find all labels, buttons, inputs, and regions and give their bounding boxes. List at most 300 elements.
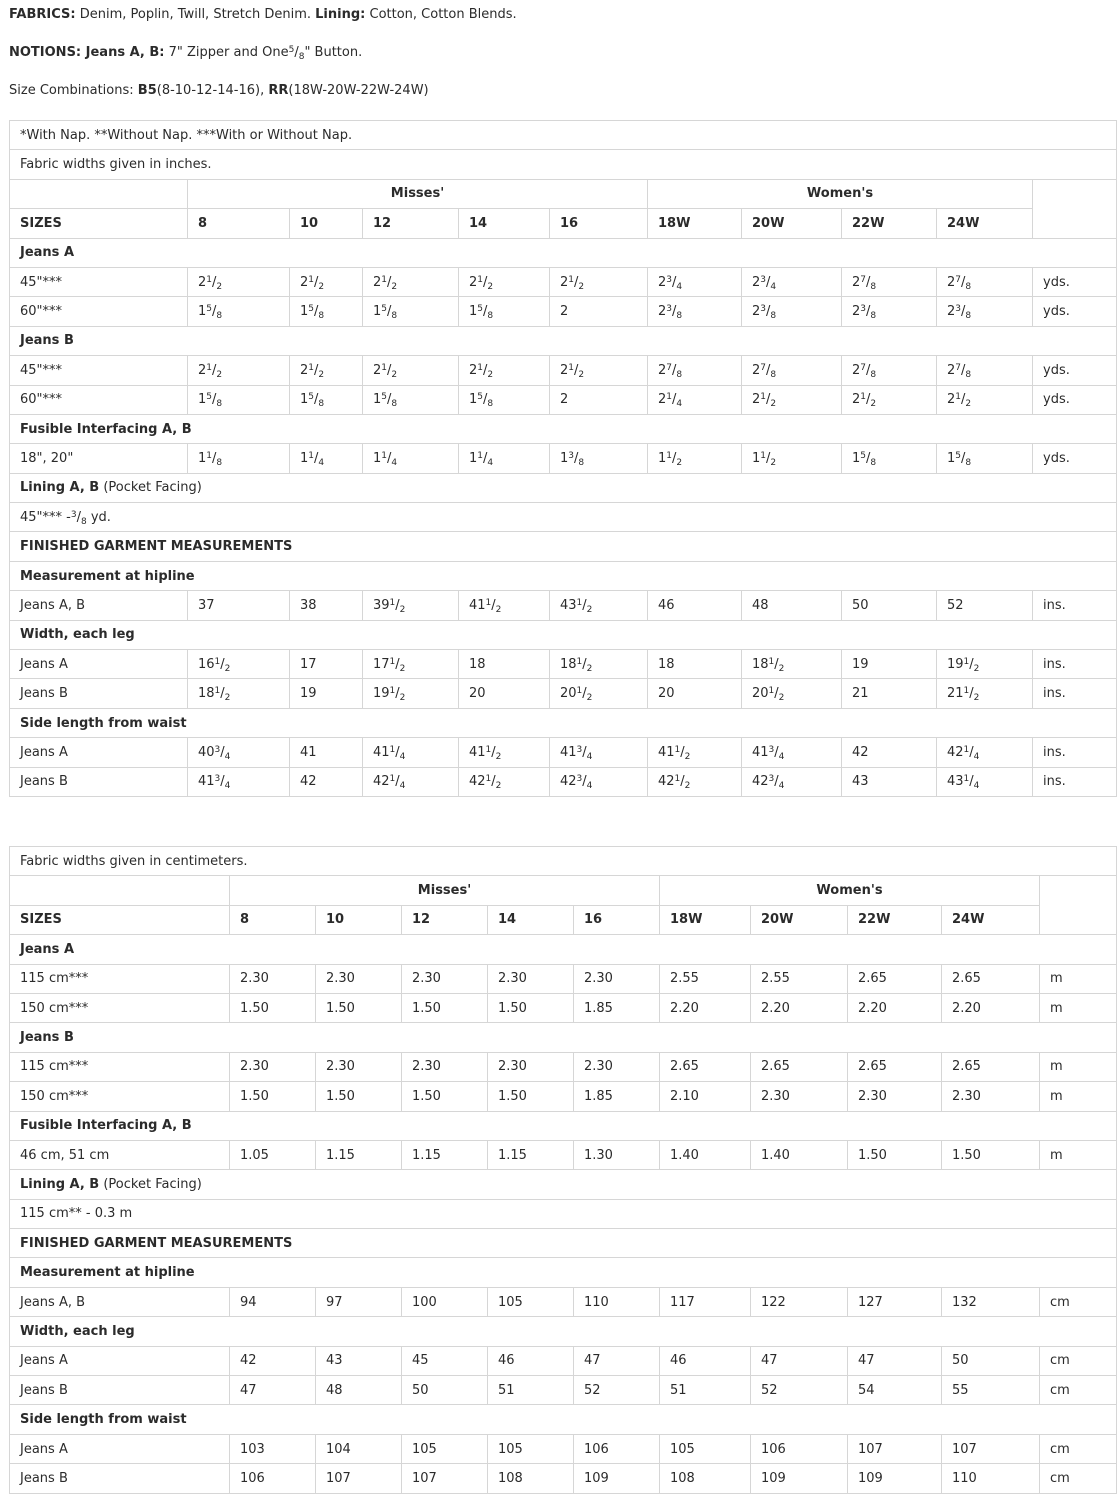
- unit-cell: yds.: [1033, 356, 1117, 385]
- section-finished-garment: FINISHED GARMENT MEASUREMENTS: [10, 532, 1117, 561]
- unit-cell: m: [1040, 1140, 1117, 1169]
- value-cell: 1.50: [942, 1140, 1040, 1169]
- value-cell: 1.15: [316, 1140, 402, 1169]
- value-cell: 54: [848, 1376, 942, 1405]
- size-cell: 16: [550, 209, 648, 238]
- value-cell: 38: [290, 591, 363, 620]
- value-cell: $1^5/_8$: [188, 385, 290, 414]
- table-row: [10, 1346, 1117, 1375]
- value-cell: 105: [488, 1434, 574, 1463]
- value-cell: $2^3/_8$: [937, 297, 1033, 326]
- value-cell: 2.65: [848, 1052, 942, 1081]
- value-cell: $2^1/_2$: [550, 356, 648, 385]
- value-cell: 1.40: [660, 1140, 751, 1169]
- inches-yardage-table: [9, 120, 1117, 797]
- value-cell: $1^1/_4$: [290, 444, 363, 473]
- value-cell: 45: [402, 1346, 488, 1375]
- value-cell: 20: [459, 679, 550, 708]
- table-row: [10, 738, 1117, 767]
- value-cell: 55: [942, 1376, 1040, 1405]
- unit-cell: cm: [1040, 1434, 1117, 1463]
- row-label: 46 cm, 51 cm: [10, 1140, 230, 1169]
- section-side-length: Side length from waist: [10, 1405, 1117, 1434]
- value-cell: $1^5/_8$: [937, 444, 1033, 473]
- value-cell: 47: [574, 1346, 660, 1375]
- value-cell: $1^1/_4$: [459, 444, 550, 473]
- sizes-label: SIZES: [10, 905, 230, 934]
- value-cell: 2.30: [751, 1082, 848, 1111]
- value-cell: $2^3/_8$: [742, 297, 842, 326]
- value-cell: 46: [660, 1346, 751, 1375]
- unit-cell: yds.: [1033, 297, 1117, 326]
- unit-cell: m: [1040, 993, 1117, 1022]
- value-cell: 2.30: [230, 1052, 316, 1081]
- unit-cell: ins.: [1033, 650, 1117, 679]
- value-cell: 108: [488, 1464, 574, 1493]
- value-cell: 1.50: [848, 1140, 942, 1169]
- lining-yardage: 45"*** $-^3/_8$ yd.: [10, 503, 1117, 532]
- value-cell: $42^1/_4$: [937, 738, 1033, 767]
- value-cell: $2^1/_2$: [290, 356, 363, 385]
- group-womens: Women's: [648, 179, 1033, 208]
- value-cell: 2.20: [942, 993, 1040, 1022]
- value-cell: 2.10: [660, 1082, 751, 1111]
- group-misses: Misses': [230, 876, 660, 905]
- unit-cell: cm: [1040, 1346, 1117, 1375]
- value-cell: $43^1/_2$: [550, 591, 648, 620]
- value-cell: 2.30: [402, 1052, 488, 1081]
- value-cell: 46: [488, 1346, 574, 1375]
- value-cell: 47: [230, 1376, 316, 1405]
- lining-section-paren: (Pocket Facing): [103, 1176, 202, 1192]
- row-label: Jeans A: [10, 1434, 230, 1463]
- row-label: 115 cm***: [10, 1052, 230, 1081]
- value-cell: 18: [648, 650, 742, 679]
- value-cell: $2^1/_2$: [937, 385, 1033, 414]
- value-cell: 1.40: [751, 1140, 848, 1169]
- value-cell: 2.65: [660, 1052, 751, 1081]
- value-cell: $41^3/_4$: [742, 738, 842, 767]
- value-cell: 110: [574, 1287, 660, 1316]
- size-cell: 12: [363, 209, 459, 238]
- unit-cell: m: [1040, 1082, 1117, 1111]
- value-cell: 2.65: [848, 964, 942, 993]
- width-note: Fabric widths given in inches.: [10, 150, 1117, 179]
- value-cell: 1.85: [574, 1082, 660, 1111]
- unit-cell: yds.: [1033, 444, 1117, 473]
- value-cell: 107: [848, 1434, 942, 1463]
- notions-label: NOTIONS: Jeans A, B:: [9, 45, 165, 60]
- size-cell: 22W: [848, 905, 942, 934]
- value-cell: 2.30: [488, 1052, 574, 1081]
- value-cell: 2.30: [316, 964, 402, 993]
- value-cell: $18^1/_2$: [550, 650, 648, 679]
- value-cell: 2: [550, 385, 648, 414]
- row-label: Jeans A, B: [10, 1287, 230, 1316]
- value-cell: $2^1/_2$: [459, 267, 550, 296]
- value-cell: 127: [848, 1287, 942, 1316]
- value-cell: 2.20: [660, 993, 751, 1022]
- value-cell: $41^1/_2$: [648, 738, 742, 767]
- lining-label: Lining:: [315, 7, 366, 22]
- value-cell: $42^3/_4$: [550, 767, 648, 796]
- row-label: Jeans B: [10, 767, 188, 796]
- size-cell: 18W: [660, 905, 751, 934]
- value-cell: $19^1/_2$: [937, 650, 1033, 679]
- value-cell: 51: [488, 1376, 574, 1405]
- value-cell: 1.50: [488, 1082, 574, 1111]
- value-cell: $18^1/_2$: [188, 679, 290, 708]
- value-cell: 100: [402, 1287, 488, 1316]
- section-hipline: Measurement at hipline: [10, 561, 1117, 590]
- table-row: [10, 679, 1117, 708]
- value-cell: 2.55: [751, 964, 848, 993]
- section-width-leg: Width, each leg: [10, 1317, 1117, 1346]
- size-cell: 8: [230, 905, 316, 934]
- value-cell: $2^7/_8$: [842, 267, 937, 296]
- unit-spacer: [1040, 876, 1117, 935]
- table-row: [10, 1464, 1117, 1493]
- table-row: [10, 1052, 1117, 1081]
- value-cell: $39^1/_2$: [363, 591, 459, 620]
- value-cell: 2.30: [316, 1052, 402, 1081]
- value-cell: $2^3/_4$: [648, 267, 742, 296]
- group-womens: Women's: [660, 876, 1040, 905]
- value-cell: $2^3/_8$: [842, 297, 937, 326]
- size-combinations-label: Size Combinations:: [9, 83, 134, 98]
- value-cell: $1^5/_8$: [459, 385, 550, 414]
- group-spacer: [10, 179, 188, 208]
- value-cell: 47: [751, 1346, 848, 1375]
- value-cell: $1^1/_2$: [742, 444, 842, 473]
- value-cell: 2.30: [402, 964, 488, 993]
- value-cell: 52: [574, 1376, 660, 1405]
- value-cell: 2: [550, 297, 648, 326]
- value-cell: 48: [742, 591, 842, 620]
- value-cell: 105: [488, 1287, 574, 1316]
- section-width-leg: Width, each leg: [10, 620, 1117, 649]
- value-cell: $2^1/_4$: [648, 385, 742, 414]
- value-cell: 48: [316, 1376, 402, 1405]
- value-cell: 1.15: [402, 1140, 488, 1169]
- section-lining: [10, 1170, 1117, 1199]
- row-label: 115 cm***: [10, 964, 230, 993]
- table-row: [10, 1082, 1117, 1111]
- value-cell: $20^1/_2$: [742, 679, 842, 708]
- row-label: Jeans A: [10, 1346, 230, 1375]
- section-hipline: Measurement at hipline: [10, 1258, 1117, 1287]
- notions-line: [9, 45, 362, 61]
- unit-cell: yds.: [1033, 267, 1117, 296]
- fabrics-line: [9, 7, 517, 23]
- table-row: [10, 1287, 1117, 1316]
- value-cell: 103: [230, 1434, 316, 1463]
- table-row: [10, 385, 1117, 414]
- value-cell: 1.50: [230, 993, 316, 1022]
- lining-yardage: 115 cm** - 0.3 m: [10, 1199, 1117, 1228]
- value-cell: 108: [660, 1464, 751, 1493]
- group-misses: Misses': [188, 179, 648, 208]
- value-cell: $2^1/_2$: [459, 356, 550, 385]
- size-cell: 20W: [742, 209, 842, 238]
- row-label: 45"***: [10, 356, 188, 385]
- value-cell: 2.20: [751, 993, 848, 1022]
- table-row: [10, 1376, 1117, 1405]
- size-cell: 8: [188, 209, 290, 238]
- fabrics-label: FABRICS:: [9, 7, 76, 22]
- value-cell: $16^1/_2$: [188, 650, 290, 679]
- value-cell: 1.30: [574, 1140, 660, 1169]
- table-row: [10, 964, 1117, 993]
- table-row: [10, 650, 1117, 679]
- value-cell: $2^3/_4$: [742, 267, 842, 296]
- nap-note: *With Nap. **Without Nap. ***With or Without Nap.: [10, 121, 1117, 150]
- value-cell: $2^7/_8$: [648, 356, 742, 385]
- value-cell: 1.50: [316, 1082, 402, 1111]
- value-cell: 117: [660, 1287, 751, 1316]
- row-label: Jeans B: [10, 679, 188, 708]
- metric-yardage-table: [9, 846, 1117, 1494]
- sizes-row: [10, 905, 1117, 934]
- value-cell: $43^1/_4$: [937, 767, 1033, 796]
- section-fusible: Fusible Interfacing A, B: [10, 414, 1117, 443]
- value-cell: 2.65: [942, 1052, 1040, 1081]
- value-cell: $41^3/_4$: [188, 767, 290, 796]
- rr-range: (18W-20W-22W-24W): [288, 83, 429, 98]
- row-label: 60"***: [10, 297, 188, 326]
- lining-section-paren: (Pocket Facing): [103, 480, 202, 496]
- value-cell: $1^5/_8$: [188, 297, 290, 326]
- size-cell: 18W: [648, 209, 742, 238]
- value-cell: $42^1/_2$: [648, 767, 742, 796]
- value-cell: $2^1/_2$: [550, 267, 648, 296]
- value-cell: $42^1/_2$: [459, 767, 550, 796]
- unit-cell: m: [1040, 1052, 1117, 1081]
- value-cell: 106: [751, 1434, 848, 1463]
- unit-cell: ins.: [1033, 679, 1117, 708]
- value-cell: $2^7/_8$: [742, 356, 842, 385]
- value-cell: $1^1/_4$: [363, 444, 459, 473]
- value-cell: 19: [290, 679, 363, 708]
- size-cell: 10: [290, 209, 363, 238]
- value-cell: $1^5/_8$: [363, 297, 459, 326]
- unit-cell: ins.: [1033, 738, 1117, 767]
- table-row: [10, 356, 1117, 385]
- value-cell: 51: [660, 1376, 751, 1405]
- value-cell: 2.30: [574, 964, 660, 993]
- value-cell: $41^1/_4$: [363, 738, 459, 767]
- b5-range: (8-10-12-14-16),: [156, 83, 265, 98]
- value-cell: 106: [574, 1434, 660, 1463]
- size-combinations-line: [9, 83, 429, 99]
- size-cell: 16: [574, 905, 660, 934]
- value-cell: 109: [751, 1464, 848, 1493]
- unit-spacer: [1033, 179, 1117, 238]
- value-cell: $21^1/_2$: [937, 679, 1033, 708]
- value-cell: $1^1/_2$: [648, 444, 742, 473]
- value-cell: 2.65: [751, 1052, 848, 1081]
- unit-cell: cm: [1040, 1376, 1117, 1405]
- value-cell: 50: [402, 1376, 488, 1405]
- value-cell: 2.30: [230, 964, 316, 993]
- value-cell: 52: [751, 1376, 848, 1405]
- table-row: [10, 297, 1117, 326]
- value-cell: $2^3/_8$: [648, 297, 742, 326]
- value-cell: $19^1/_2$: [363, 679, 459, 708]
- value-cell: $17^1/_2$: [363, 650, 459, 679]
- size-cell: 24W: [942, 905, 1040, 934]
- lining-section-label: Lining A, B: [20, 1176, 100, 1192]
- section-jeans-b: Jeans B: [10, 326, 1117, 355]
- row-label: 18", 20": [10, 444, 188, 473]
- value-cell: 47: [848, 1346, 942, 1375]
- unit-cell: yds.: [1033, 385, 1117, 414]
- value-cell: 43: [842, 767, 937, 796]
- value-cell: 94: [230, 1287, 316, 1316]
- row-label: 45"***: [10, 267, 188, 296]
- value-cell: 104: [316, 1434, 402, 1463]
- size-cell: 10: [316, 905, 402, 934]
- value-cell: 109: [574, 1464, 660, 1493]
- value-cell: 20: [648, 679, 742, 708]
- value-cell: $41^1/_2$: [459, 591, 550, 620]
- value-cell: $2^7/_8$: [937, 267, 1033, 296]
- value-cell: 107: [942, 1434, 1040, 1463]
- value-cell: $2^7/_8$: [937, 356, 1033, 385]
- section-jeans-b: Jeans B: [10, 1023, 1117, 1052]
- value-cell: $41^3/_4$: [550, 738, 648, 767]
- value-cell: 19: [842, 650, 937, 679]
- table-row: [10, 591, 1117, 620]
- value-cell: 18: [459, 650, 550, 679]
- value-cell: 2.30: [942, 1082, 1040, 1111]
- value-cell: $2^1/_2$: [742, 385, 842, 414]
- value-cell: 109: [848, 1464, 942, 1493]
- table-row: [10, 1434, 1117, 1463]
- value-cell: 17: [290, 650, 363, 679]
- value-cell: 1.50: [316, 993, 402, 1022]
- value-cell: $42^3/_4$: [742, 767, 842, 796]
- value-cell: 43: [316, 1346, 402, 1375]
- table-row: [10, 993, 1117, 1022]
- value-cell: 1.50: [488, 993, 574, 1022]
- value-cell: $1^3/_8$: [550, 444, 648, 473]
- value-cell: 46: [648, 591, 742, 620]
- value-cell: $41^1/_2$: [459, 738, 550, 767]
- value-cell: 1.85: [574, 993, 660, 1022]
- value-cell: 105: [660, 1434, 751, 1463]
- value-cell: 41: [290, 738, 363, 767]
- value-cell: $2^1/_2$: [188, 356, 290, 385]
- value-cell: $1^5/_8$: [363, 385, 459, 414]
- row-label: Jeans B: [10, 1464, 230, 1493]
- b5-label: B5: [137, 83, 157, 98]
- table-row: [10, 767, 1117, 796]
- sizes-row: [10, 209, 1117, 238]
- section-side-length: Side length from waist: [10, 708, 1117, 737]
- value-cell: 50: [842, 591, 937, 620]
- table-row: [10, 444, 1117, 473]
- row-label: Jeans A, B: [10, 591, 188, 620]
- value-cell: 1.05: [230, 1140, 316, 1169]
- value-cell: 107: [402, 1464, 488, 1493]
- lining-section-label: Lining A, B: [20, 480, 100, 496]
- value-cell: $40^3/_4$: [188, 738, 290, 767]
- table-row: [10, 267, 1117, 296]
- unit-cell: ins.: [1033, 767, 1117, 796]
- value-cell: 2.30: [574, 1052, 660, 1081]
- value-cell: 2.20: [848, 993, 942, 1022]
- value-cell: 1.15: [488, 1140, 574, 1169]
- value-cell: $2^1/_2$: [363, 356, 459, 385]
- value-cell: 97: [316, 1287, 402, 1316]
- value-cell: $1^1/_8$: [188, 444, 290, 473]
- value-cell: 107: [316, 1464, 402, 1493]
- width-note: Fabric widths given in centimeters.: [10, 847, 1117, 876]
- row-label: 150 cm***: [10, 1082, 230, 1111]
- value-cell: 50: [942, 1346, 1040, 1375]
- value-cell: $2^1/_2$: [842, 385, 937, 414]
- size-cell: 14: [488, 905, 574, 934]
- value-cell: 37: [188, 591, 290, 620]
- value-cell: 2.55: [660, 964, 751, 993]
- value-cell: 2.65: [942, 964, 1040, 993]
- section-fusible: Fusible Interfacing A, B: [10, 1111, 1117, 1140]
- value-cell: 21: [842, 679, 937, 708]
- size-cell: 14: [459, 209, 550, 238]
- fabrics-text: Denim, Poplin, Twill, Stretch Denim.: [79, 7, 311, 22]
- row-label: 60"***: [10, 385, 188, 414]
- value-cell: 52: [937, 591, 1033, 620]
- table-row: [10, 1140, 1117, 1169]
- group-spacer: [10, 876, 230, 905]
- row-label: 150 cm***: [10, 993, 230, 1022]
- size-cell: 12: [402, 905, 488, 934]
- value-cell: 105: [402, 1434, 488, 1463]
- value-cell: $20^1/_2$: [550, 679, 648, 708]
- section-lining: [10, 473, 1117, 502]
- unit-cell: ins.: [1033, 591, 1117, 620]
- value-cell: 1.50: [402, 993, 488, 1022]
- value-cell: $2^1/_2$: [290, 267, 363, 296]
- value-cell: 1.50: [402, 1082, 488, 1111]
- section-finished-garment: FINISHED GARMENT MEASUREMENTS: [10, 1229, 1117, 1258]
- sizes-label: SIZES: [10, 209, 188, 238]
- value-cell: $2^1/_2$: [188, 267, 290, 296]
- value-cell: 122: [751, 1287, 848, 1316]
- row-label: Jeans B: [10, 1376, 230, 1405]
- value-cell: 42: [842, 738, 937, 767]
- value-cell: $18^1/_2$: [742, 650, 842, 679]
- value-cell: $1^5/_8$: [290, 297, 363, 326]
- value-cell: 42: [230, 1346, 316, 1375]
- value-cell: 106: [230, 1464, 316, 1493]
- unit-cell: cm: [1040, 1287, 1117, 1316]
- value-cell: $1^5/_8$: [290, 385, 363, 414]
- value-cell: $1^5/_8$: [459, 297, 550, 326]
- unit-cell: cm: [1040, 1464, 1117, 1493]
- section-jeans-a: Jeans A: [10, 935, 1117, 964]
- value-cell: $42^1/_4$: [363, 767, 459, 796]
- unit-cell: m: [1040, 964, 1117, 993]
- rr-label: RR: [268, 83, 289, 98]
- notions-text: 7" Zipper and $One^5/_8$" Button.: [168, 45, 363, 62]
- row-label: Jeans A: [10, 738, 188, 767]
- value-cell: 132: [942, 1287, 1040, 1316]
- size-cell: 24W: [937, 209, 1033, 238]
- value-cell: 2.30: [848, 1082, 942, 1111]
- size-cell: 22W: [842, 209, 937, 238]
